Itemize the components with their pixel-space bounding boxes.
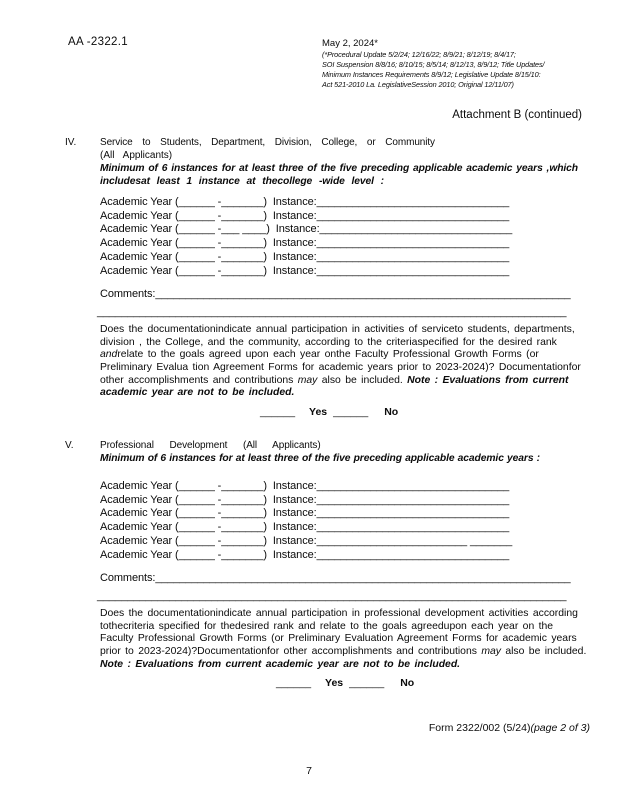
no-label: No bbox=[384, 405, 399, 418]
yes-no-row bbox=[100, 406, 585, 418]
section-subtitle: (All Applicants) bbox=[100, 150, 173, 161]
no-label: No bbox=[400, 677, 415, 690]
academic-year-row: Academic Year (______ -_______) Instance:________________________________ bbox=[100, 548, 510, 561]
revision-note bbox=[322, 38, 544, 90]
comments-label: Comments: bbox=[100, 288, 156, 301]
page-indicator: (page 2 of 3) bbox=[530, 722, 590, 734]
question-text-italic: may bbox=[297, 374, 318, 386]
academic-year-row: Academic Year (______ -_______) Instance:________________________________ bbox=[100, 480, 510, 492]
question-paragraph bbox=[100, 608, 587, 671]
comments-blank-line: ______________________________________________________________________________ bbox=[97, 306, 567, 319]
question-text: Does the documentationindicate annual participation in professional development activities according tothecriteria specified for thedesired rank and relate to the goals agreedupon each year on the Faculty Professional Growth Forms (or Preliminary Evaluation Agreement Forms for academic years prior to 2023-2024)?Documentationfor other accomplishments and contributions bbox=[100, 608, 578, 657]
academic-year-row: Academic Year (______ -_______) Instance:________________________________ bbox=[100, 264, 510, 277]
yes-blank: ______ bbox=[260, 405, 296, 418]
yes-no-row bbox=[100, 677, 585, 689]
question-note: Note : Evaluations from current academic year are not to be included. bbox=[100, 374, 569, 399]
question-text: relate to the goals agreed upon each year onthe Faculty Professional Growth Forms (or Preliminary Evalua tion Agreement Forms for academic years prior to 2023-2024)? Documentationfor other accomplishments and contributions bbox=[100, 349, 581, 386]
academic-year-row: Academic Year (______ -___ ____) Instance:________________________________ bbox=[100, 223, 513, 236]
comments-row bbox=[100, 572, 585, 585]
academic-year-rows bbox=[100, 480, 585, 562]
yes-label: Yes bbox=[325, 677, 344, 690]
document-number: AA -2322.1 bbox=[68, 36, 128, 48]
no-blank: ______ bbox=[333, 405, 369, 418]
section-v-heading bbox=[65, 439, 585, 452]
requirement-note: Minimum of 6 instances for at least three of the five preceding applicable academic years ,which bbox=[100, 163, 578, 174]
question-text: also be included. bbox=[317, 374, 408, 386]
section-iv bbox=[65, 136, 585, 418]
yes-label: Yes bbox=[309, 405, 328, 418]
question-text-italic: and bbox=[100, 349, 118, 361]
revision-history-line: SOI Suspension 8/8/16; 8/10/15; 8/5/14; 8/12/13, 8/9/12; Title Updates/ bbox=[322, 60, 545, 69]
academic-year-rows bbox=[100, 196, 585, 278]
revision-history-line: Minimum Instances Requirements 8/9/12; Legislative Update 8/15/10: bbox=[322, 70, 541, 79]
question-text-italic: may bbox=[481, 646, 501, 657]
comments-label: Comments: bbox=[100, 572, 156, 585]
academic-year-row: Academic Year (______ -_______) Instance:________________________________ bbox=[100, 196, 510, 208]
academic-year-row: Academic Year (______ -_______) Instance:________________________________ bbox=[100, 237, 510, 250]
section-number: V. bbox=[65, 440, 74, 451]
revision-history-line: Act 521-2010 La. LegislativeSession 2010; Original 12/11/07) bbox=[322, 80, 514, 89]
question-note: Note : Evaluations from current academic year are not to be included. bbox=[100, 658, 461, 670]
comments-blank-line: _____________________________________________________________________ bbox=[155, 288, 571, 301]
academic-year-row: Academic Year (______ -_______) Instance:________________________________ bbox=[100, 250, 510, 263]
requirement-note: Minimum of 6 instances for at least three of the five preceding applicable academic years : bbox=[100, 453, 540, 464]
form-number: Form 2322/002 (5/24) bbox=[428, 722, 531, 734]
comments-blank-line: ______________________________________________________________________________ bbox=[97, 590, 567, 603]
academic-year-row: Academic Year (______ -_______) Instance:________________________________ bbox=[100, 209, 510, 222]
section-title: Service to Students, Department, Division, College, or Community bbox=[100, 137, 435, 148]
requirement-note: includesat least 1 instance at thecollege -wide level : bbox=[100, 176, 385, 187]
academic-year-row: Academic Year (______ -_______) Instance:_________________________ _______ bbox=[100, 534, 513, 547]
comments-blank-line: _____________________________________________________________________ bbox=[155, 572, 571, 585]
section-title: Professional Development (All Applicants) bbox=[100, 440, 321, 451]
form-number-footer bbox=[429, 722, 590, 734]
revision-history-line: (*Procedural Update 5/2/24; 12/16/22; 8/9/21; 8/12/19; 8/4/17; bbox=[322, 50, 516, 59]
comments-row bbox=[100, 288, 585, 301]
effective-date: May 2, 2024* bbox=[322, 38, 378, 49]
academic-year-row: Academic Year (______ -_______) Instance:________________________________ bbox=[100, 521, 510, 534]
section-iv-heading bbox=[65, 136, 585, 149]
section-number: IV. bbox=[65, 137, 77, 148]
question-text: also be included. bbox=[500, 646, 587, 657]
academic-year-row: Academic Year (______ -_______) Instance:________________________________ bbox=[100, 507, 510, 520]
page-number: 7 bbox=[306, 765, 312, 777]
attachment-label: Attachment B (continued) bbox=[452, 109, 582, 121]
section-v bbox=[65, 439, 585, 689]
question-text: Does the documentationindicate annual participation in activities of serviceto students, departments, division , the College, and the community, according to the criteriaspecified for the desired rank bbox=[100, 324, 575, 348]
academic-year-row: Academic Year (______ -_______) Instance:________________________________ bbox=[100, 493, 510, 506]
question-paragraph bbox=[100, 324, 587, 400]
yes-blank: ______ bbox=[276, 677, 312, 690]
no-blank: ______ bbox=[349, 677, 385, 690]
